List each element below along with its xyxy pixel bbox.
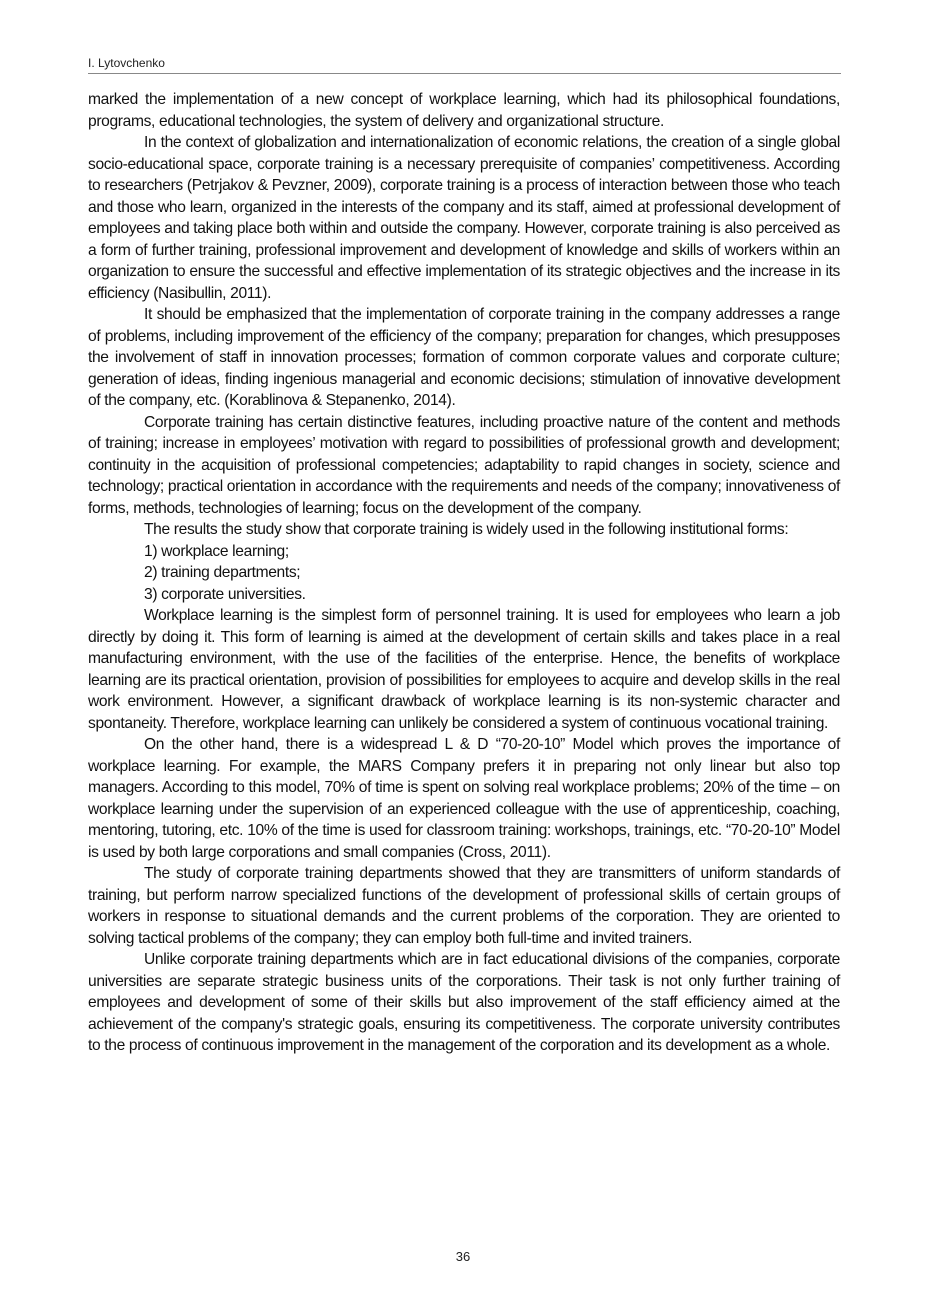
paragraph-emphasis: It should be emphasized that the implementation of corporate training in the company addresses a range of problems, including improvement of the efficiency of the company; preparation for changes, which presupposes the involvement of staff in innovation processes; formation of common corporate values and corporate culture; generation of ideas, finding ingenious managerial and economic decisions; stimulation of innovative development of the company, etc. (Korablinova & Stepanenko, 2014).: [88, 306, 840, 409]
list-item: 2) training departments;: [144, 564, 301, 581]
paragraph-continuation: marked the implementation of a new concept of workplace learning, which had its philosophical foundations, programs, educational technologies, the system of delivery and organizational structure.: [88, 91, 840, 130]
header-rule: [88, 73, 841, 74]
paragraph-globalization: In the context of globalization and internationalization of economic relations, the creation of a single global socio-educational space, corporate training is a necessary prerequisite of companies’ competitiveness. According to researchers (Petrjakov & Pevzner, 2009), corporate training is a process of interaction between those who teach and those who learn, organized in the interests of the company and its staff, aimed at professional development of employees and taking place both within and outside the company. However, corporate training is also perceived as a form of further training, professional improvement and development of knowledge and skills of workers within an organization to ensure the successful and effective implementation of its strategic objectives and the increase in its efficiency (Nasibullin, 2011).: [88, 134, 840, 302]
paragraph-workplace-learning: Workplace learning is the simplest form of personnel training. It is used for employees who learn a job directly by doing it. This form of learning is aimed at the development of certain skills and takes place in a real manufacturing environment, with the use of the facilities of the enterprise. Hence, the benefits of workplace learning are its practical orientation, provision of possibilities for employees to acquire and develop skills in the real work environment. However, a significant drawback of workplace learning is its non-systemic character and spontaneity. Therefore, workplace learning can unlikely be considered a system of continuous vocational training.: [88, 607, 840, 732]
page-number: 36: [455, 1249, 471, 1264]
body-text: [88, 89, 840, 1057]
running-head: I. Lytovchenko: [88, 56, 165, 70]
list-item: 3) corporate universities.: [144, 585, 306, 603]
paragraph-training-departments: The study of corporate training departments showed that they are transmitters of uniform standards of training, but perform narrow specialized functions of the development of professional skills of certain groups of workers in response to situational demands and the current problems of the corporation. They are oriented to solving tactical problems of the company; they can employ both full-time and invited trainers.: [88, 865, 840, 947]
paragraph-results: The results the study show that corporate training is widely used in the following institutional forms:: [144, 521, 789, 538]
list-item: 1) workplace learning;: [144, 542, 289, 560]
paragraph-features: Corporate training has certain distinctive features, including proactive nature of the content and methods of training; increase in employees’ motivation with regard to possibilities of professional growth and development; continuity in the acquisition of professional competencies; adaptability to rapid changes in society, science and technology; practical orientation in accordance with the requirements and needs of the company; innovativeness of forms, methods, technologies of learning; focus on the development of the company.: [88, 413, 840, 517]
paragraph-corporate-universities: Unlike corporate training departments which are in fact educational divisions of the companies, corporate universities are separate strategic business units of the corporations. Their task is not only further training of employees and development of some of their skills but also improvement of the staff efficiency aimed at the achievement of the company's strategic goals, ensuring its competitiveness. The corporate university contributes to the process of continuous improvement in the management of the corporation and its development as a whole.: [88, 951, 840, 1054]
paragraph-70-20-10-model: On the other hand, there is a widespread L & D “70-20-10” Model which proves the importance of workplace learning. For example, the MARS Company prefers it in preparing not only linear but also top managers. According to this model, 70% of time is spent on solving real workplace problems; 20% of the time – on workplace learning under the supervision of an experienced colleague with the use of apprenticeship, coaching, mentoring, tutoring, etc. 10% of the time is used for classroom training: workshops, trainings, etc. “70-20-10” Model is used by both large corporations and small companies (Cross, 2011).: [88, 736, 840, 861]
